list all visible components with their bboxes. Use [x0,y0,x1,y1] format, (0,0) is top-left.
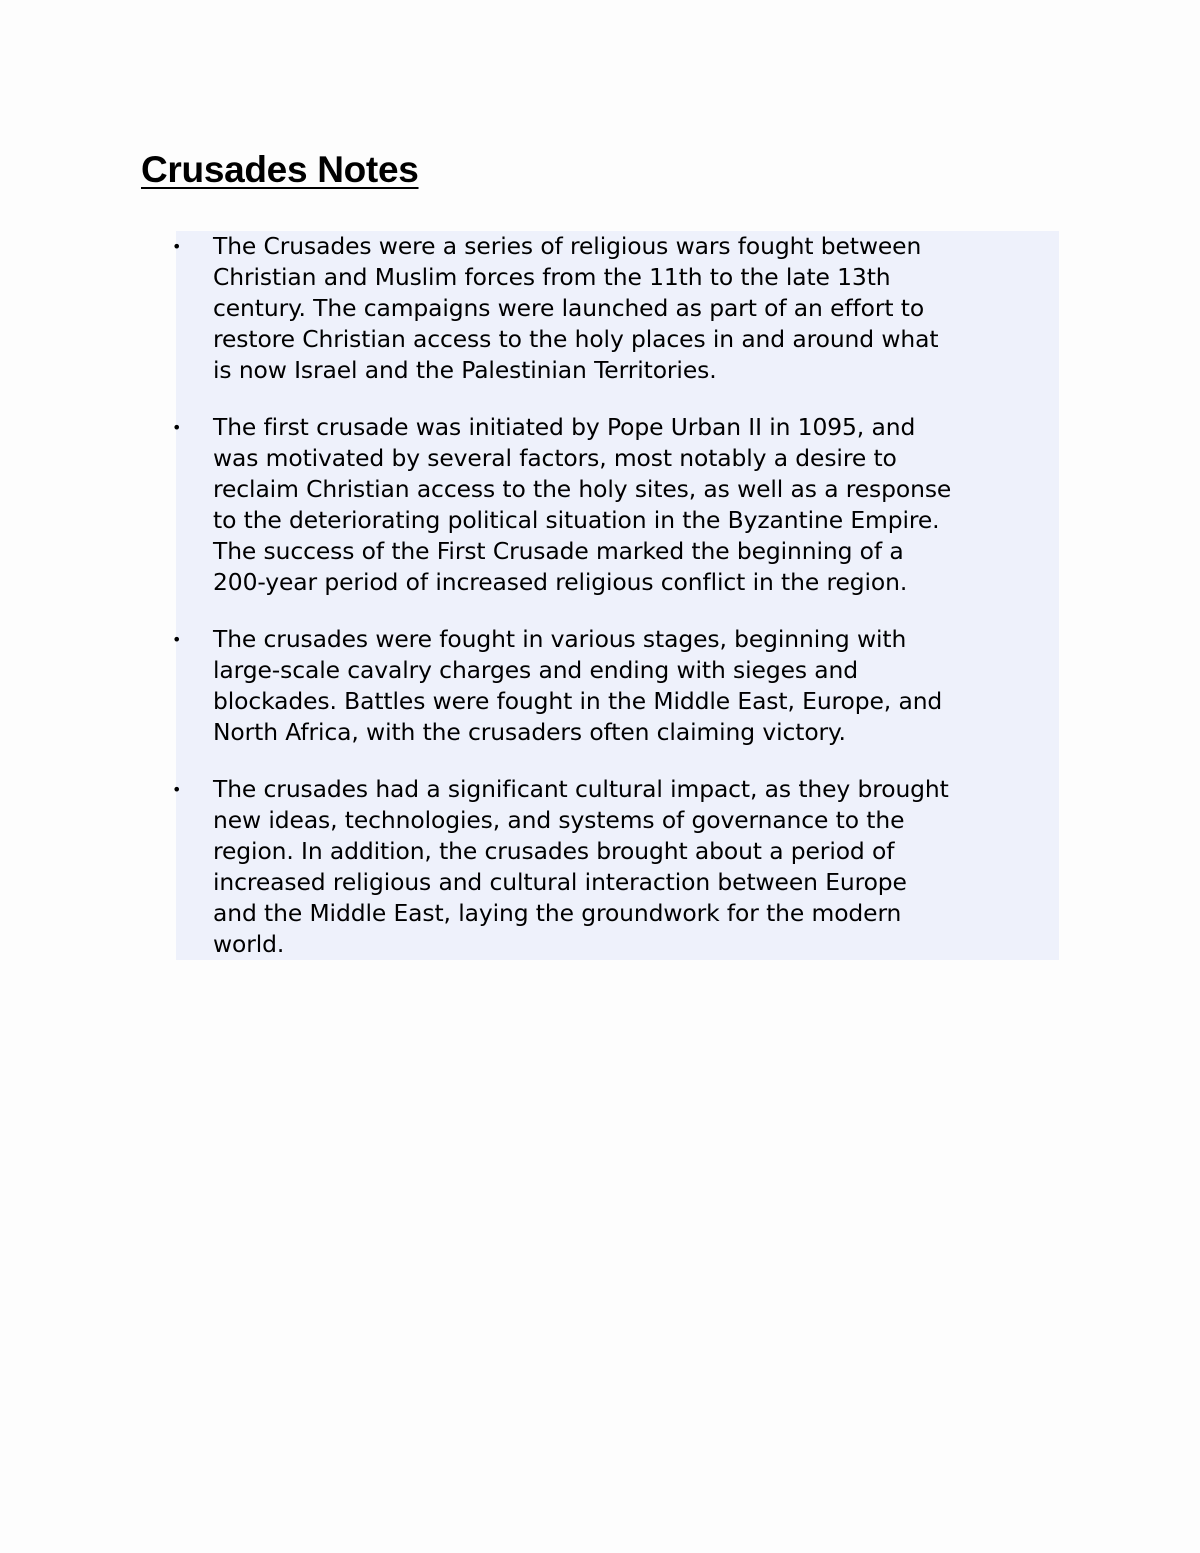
list-item [172,774,1059,959]
note-line: The crusades were fought in various stages, beginning with [213,625,907,653]
note-line: was motivated by several factors, most notably a desire to [213,443,897,472]
note-text [213,412,1059,597]
note-line: and the Middle East, laying the groundwork for the modern [213,898,902,927]
note-line: The Crusades were a series of religious wars fought between [213,232,922,260]
note-line: to the deteriorating political situation in the Byzantine Empire. [213,505,940,534]
page-title: Crusades Notes [141,149,419,190]
note-line: The success of the First Crusade marked the beginning of a [213,536,904,565]
note-line: world. [213,929,285,958]
note-line: restore Christian access to the holy places in and around what [213,324,939,353]
note-line: new ideas, technologies, and systems of governance to the [213,805,905,834]
note-text [213,231,1059,386]
note-line: blockades. Battles were fought in the Middle East, Europe, and [213,686,943,715]
bullet-icon: • [172,780,182,799]
list-item [172,412,1059,597]
list-item [172,624,1059,748]
note-line: The crusades had a significant cultural impact, as they brought [213,775,949,803]
note-line: North Africa, with the crusaders often claiming victory. [213,717,846,746]
note-line: is now Israel and the Palestinian Territories. [213,355,717,384]
bullet-icon: • [172,418,182,437]
note-line: century. The campaigns were launched as part of an effort to [213,293,925,322]
bullet-icon: • [172,237,182,256]
note-text [213,774,1059,959]
notes-list [172,231,1059,960]
note-line: reclaim Christian access to the holy sites, as well as a response [213,474,952,503]
note-line: large-scale cavalry charges and ending with sieges and [213,655,858,684]
note-line: Christian and Muslim forces from the 11th to the late 13th [213,262,891,291]
note-line: region. In addition, the crusades brought about a period of [213,836,895,865]
note-line: The first crusade was initiated by Pope Urban II in 1095, and [213,413,916,441]
note-line: 200-year period of increased religious conflict in the region. [213,567,908,596]
bullet-icon: • [172,630,182,649]
note-text [213,624,1059,748]
note-line: increased religious and cultural interaction between Europe [213,867,907,896]
list-item [172,231,1059,386]
